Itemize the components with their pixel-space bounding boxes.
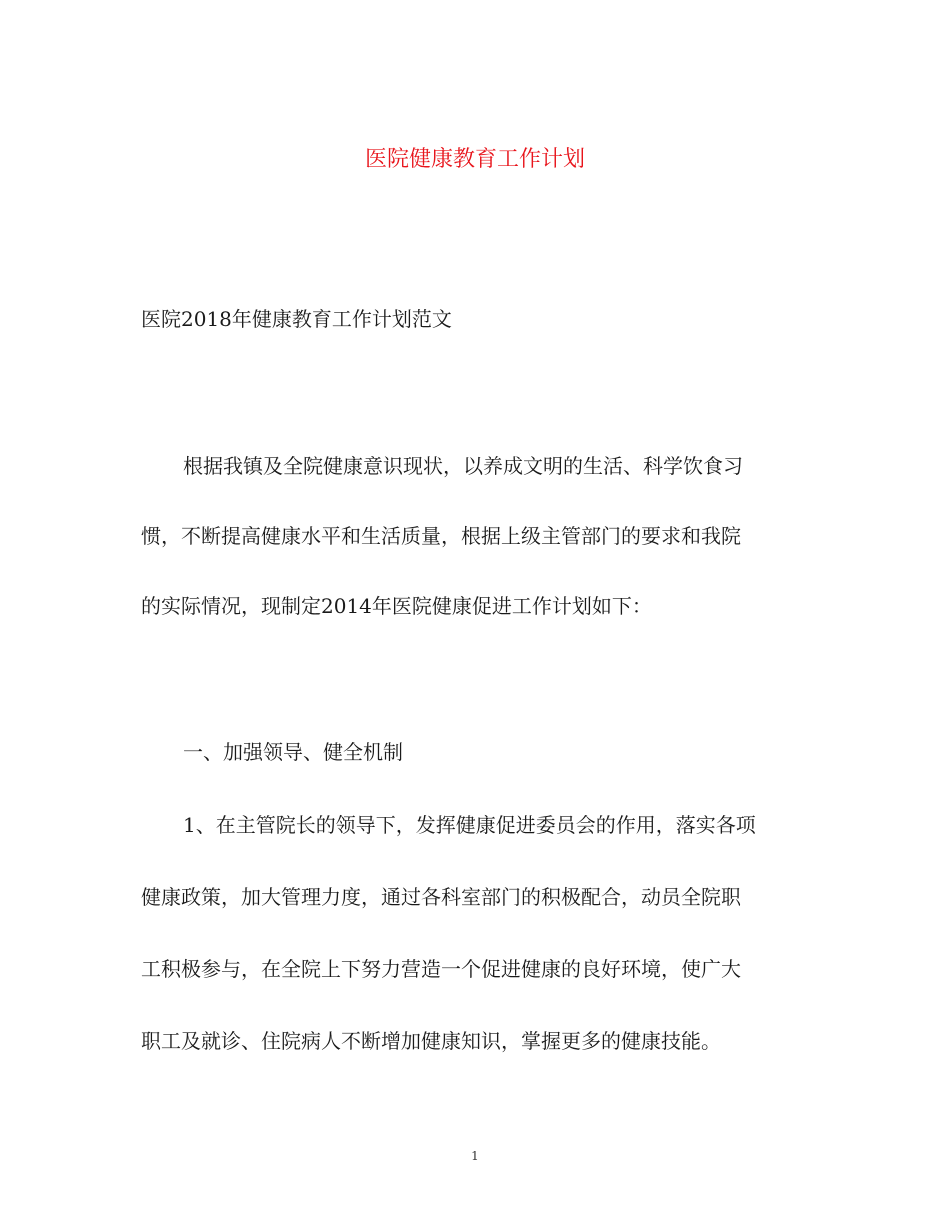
paragraph-line: 的实际情况，现制定2014年医院健康促进工作计划如下： xyxy=(141,594,652,618)
paragraph-line: 根据我镇及全院健康意识现状，以养成文明的生活、科学饮食习 xyxy=(183,454,743,478)
document-subtitle: 医院2018年健康教育工作计划范文 xyxy=(141,307,452,331)
paragraph-line: 惯，不断提高健康水平和生活质量，根据上级主管部门的要求和我院 xyxy=(141,524,741,548)
paragraph-line: 工积极参与，在全院上下努力营造一个促进健康的良好环境，使广大 xyxy=(141,957,741,981)
section-heading: 一、加强领导、健全机制 xyxy=(183,740,403,764)
page-number: 1 xyxy=(471,1149,479,1163)
paragraph-line: 职工及就诊、住院病人不断增加健康知识，掌握更多的健康技能。 xyxy=(141,1029,721,1053)
paragraph-line: 1、在主管院长的领导下，发挥健康促进委员会的作用，落实各项 xyxy=(183,813,756,837)
document-title: 医院健康教育工作计划 xyxy=(364,147,585,172)
paragraph-line: 健康政策，加大管理力度，通过各科室部门的积极配合，动员全院职 xyxy=(141,885,741,909)
